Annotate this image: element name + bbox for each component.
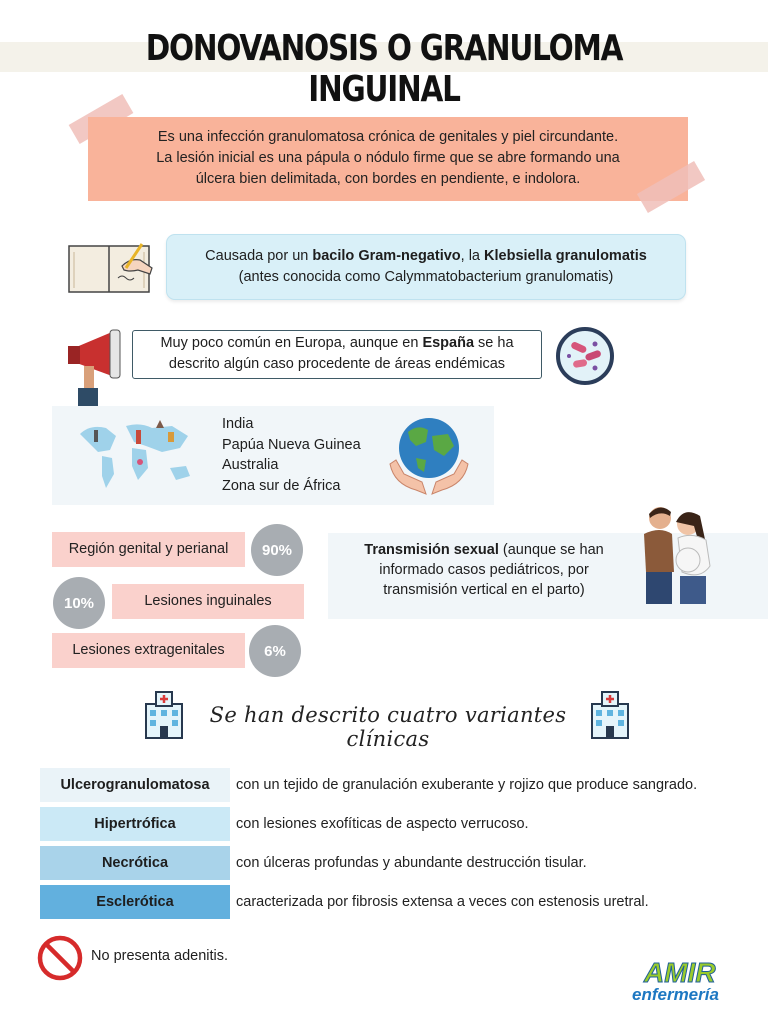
europe-line-2: descrito algún caso procedente de áreas endémicas (168, 356, 506, 372)
transmission-line-3: transmisión vertical en el parto) (383, 582, 585, 598)
book-writing-icon (66, 240, 158, 296)
europe-text (138, 333, 536, 375)
amir-logo (630, 956, 750, 1006)
prohibited-icon (36, 934, 84, 982)
hospital-icon (140, 688, 188, 740)
variant-name: Ulcerogranulomatosa (40, 768, 230, 802)
country-list (222, 414, 361, 496)
variant-name: Esclerótica (40, 885, 230, 919)
pregnant-couple-icon (630, 500, 720, 606)
bacteria-icon (555, 326, 615, 386)
transmission-line-1: Transmisión sexual (aunque se han (364, 542, 604, 558)
transmission-text (338, 540, 630, 600)
variant-description: con úlceras profundas y abundante destrucción tisular. (236, 855, 587, 871)
intro-text (100, 127, 676, 190)
variant-description: con un tejido de granulación exuberante y rojizo que produce sangrado. (236, 777, 698, 793)
region-label: Lesiones extragenitales (72, 642, 225, 658)
europe-line-1: Muy poco común en Europa, aunque en España se ha (160, 335, 514, 351)
intro-line: úlcera bien delimitada, con bordes en pendiente, e indolora. (195, 171, 581, 187)
region-label: Región genital y perianal (68, 541, 229, 557)
globe-hands-icon (386, 414, 472, 500)
variant-name: Hipertrófica (40, 807, 230, 841)
hospital-icon (586, 688, 634, 740)
list-item: India (222, 416, 254, 432)
variant-description: con lesiones exofíticas de aspecto verrucoso. (236, 816, 529, 832)
variant-name: Necrótica (40, 846, 230, 880)
list-item: Australia (222, 457, 279, 473)
logo-top-text: AMIR (644, 957, 716, 988)
region-label: Lesiones inguinales (144, 593, 272, 609)
intro-line: Es una infección granulomatosa crónica de genitales y piel circundante. (157, 129, 619, 145)
cause-line-1: Causada por un bacilo Gram-negativo, la Klebsiella granulomatis (205, 248, 647, 264)
cause-line-2: (antes conocida como Calymmatobacterium granulomatis) (238, 269, 614, 285)
world-map-icon (76, 416, 196, 496)
list-item: Zona sur de África (222, 477, 341, 494)
variant-description: caracterizada por fibrosis extensa a veces con estenosis uretral. (236, 894, 649, 910)
variants-heading: Se han descrito cuatro variantes clínicas (209, 703, 567, 751)
page-title: DONOVANOSIS O GRANULOMA INGUINAL (145, 28, 623, 110)
cause-text (176, 246, 676, 288)
percent-badge: 10% (53, 577, 105, 629)
percent-badge: 6% (249, 625, 301, 677)
list-item: Papúa Nueva Guinea (222, 436, 361, 453)
percent-badge: 90% (251, 524, 303, 576)
megaphone-icon (64, 326, 128, 408)
intro-line: La lesión inicial es una pápula o nódulo firme que se abre formando una (156, 150, 620, 166)
transmission-line-2: informado casos pediátricos, por (379, 562, 589, 578)
adenitis-note: No presenta adenitis. (91, 948, 229, 964)
logo-bottom-text: enfermería (632, 985, 719, 1004)
